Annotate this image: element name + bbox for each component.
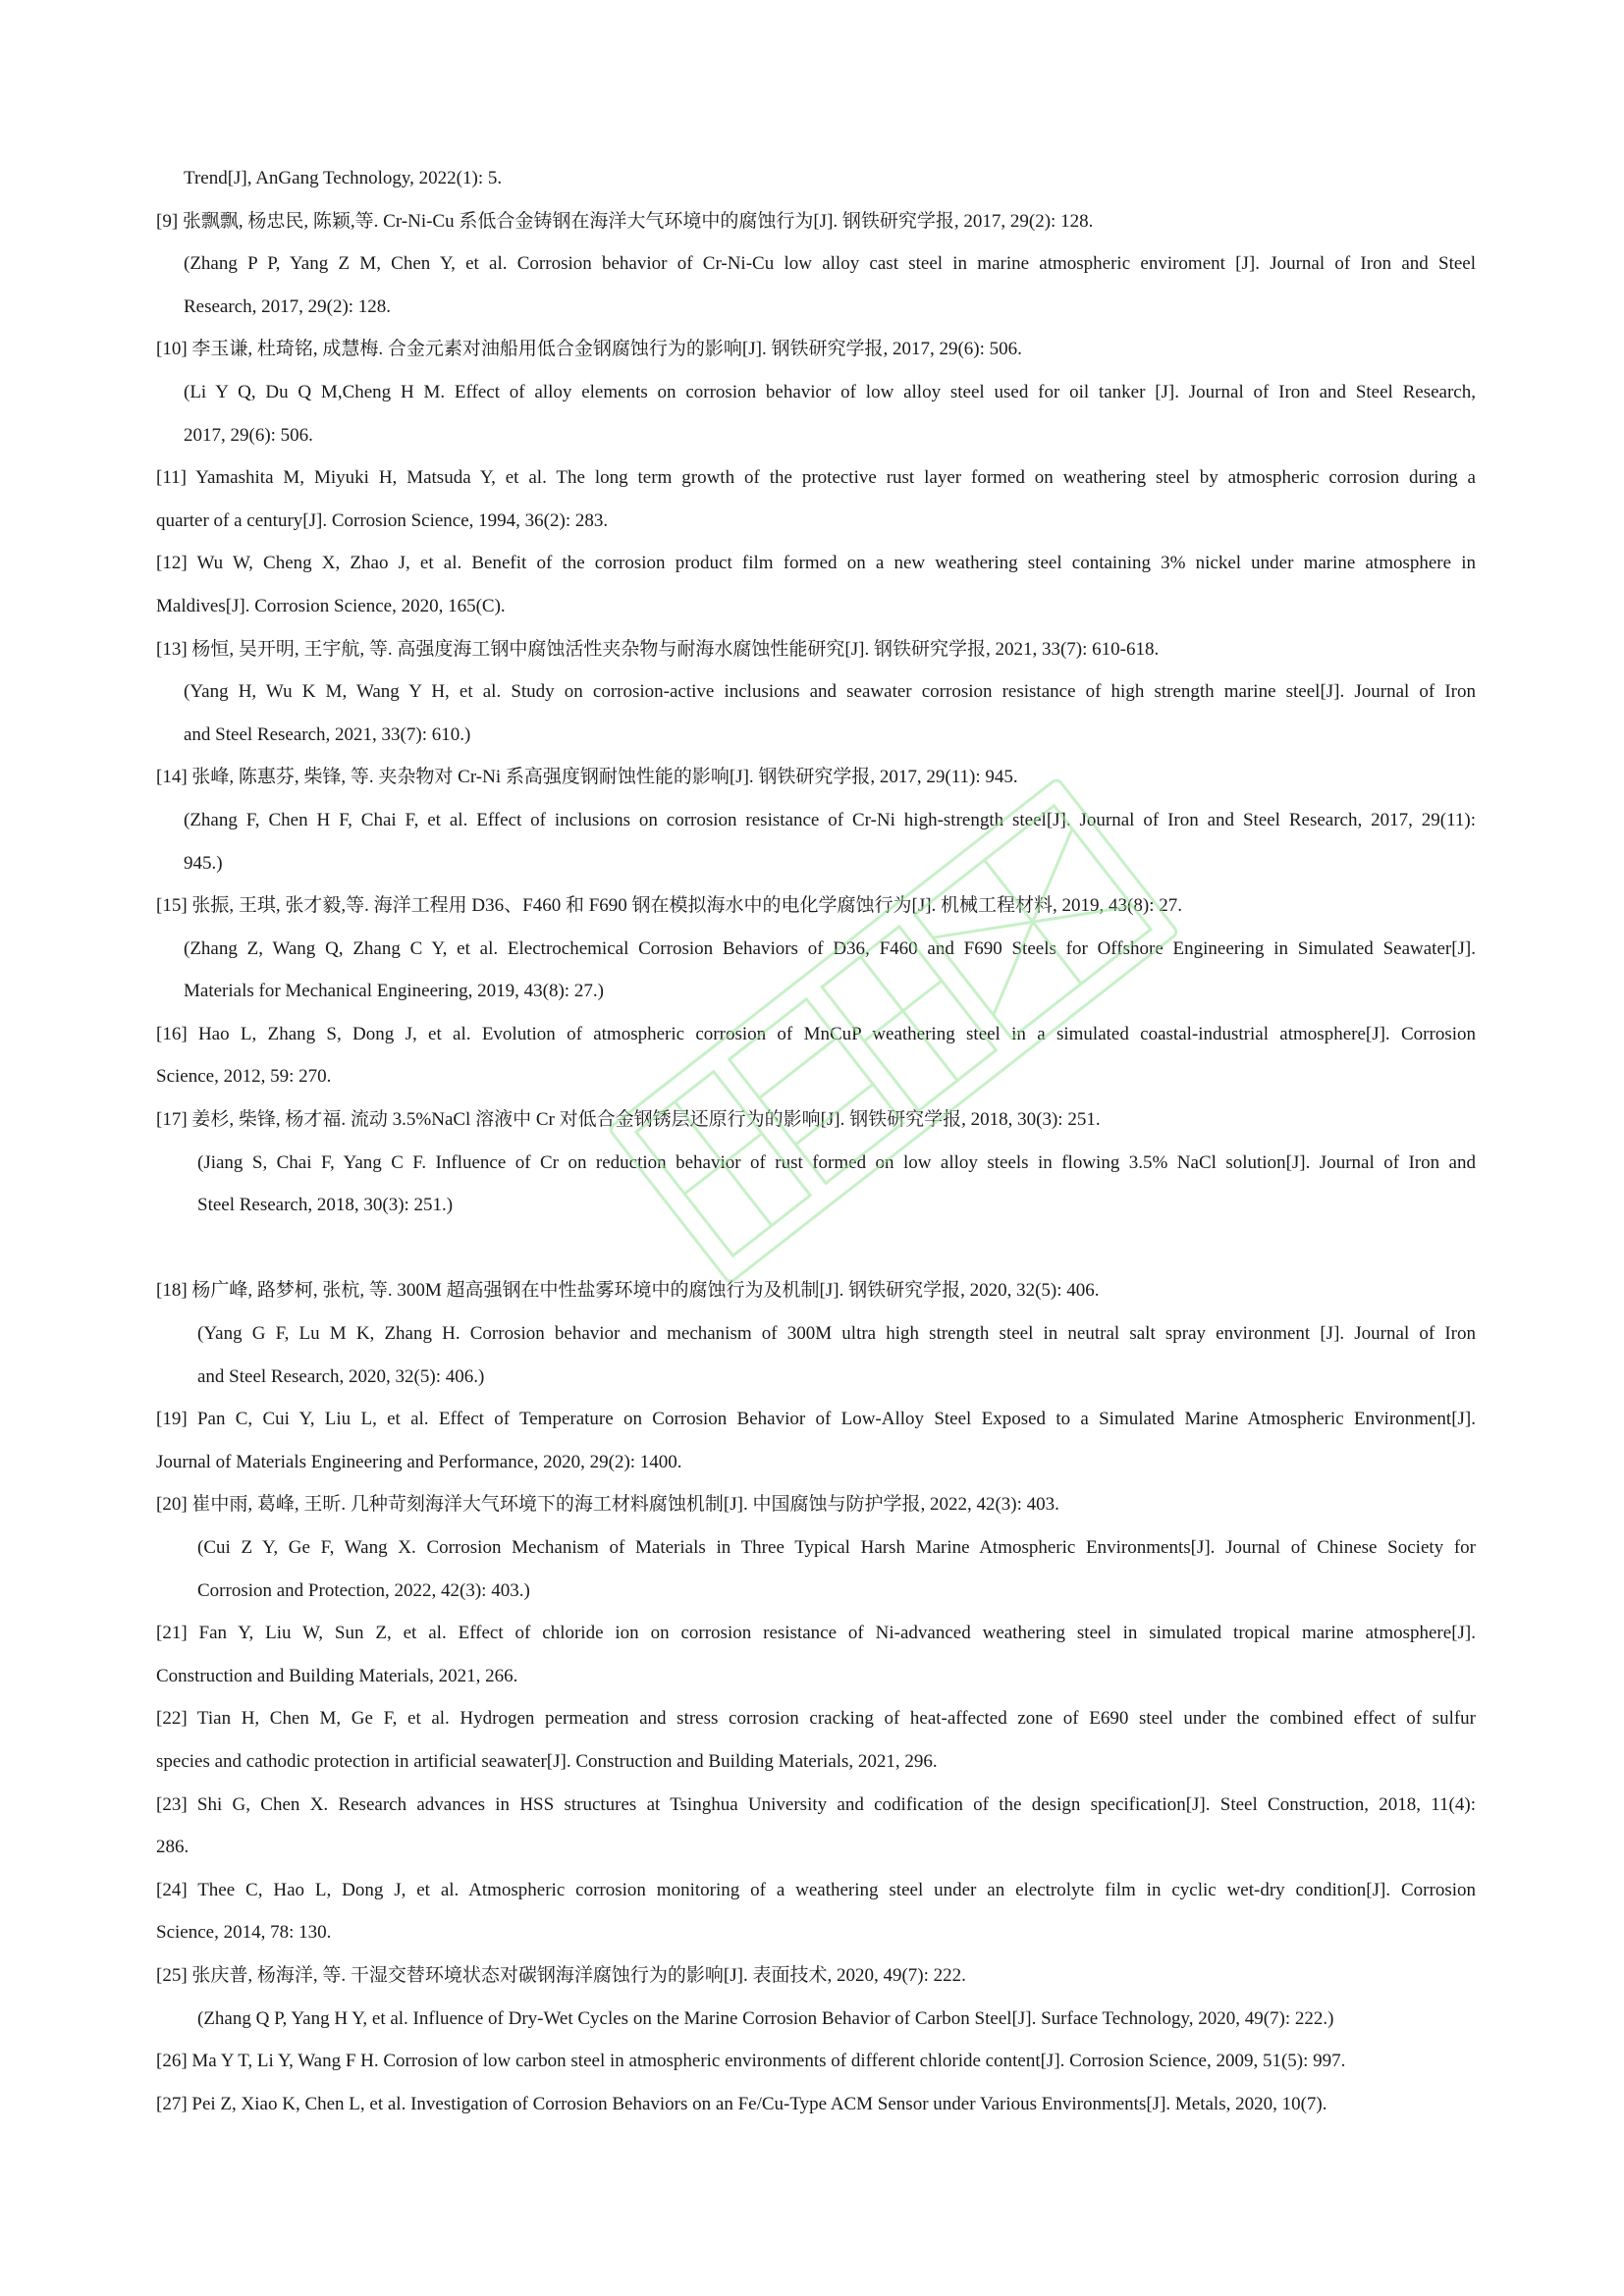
reference-translation-line: (Zhang Z, Wang Q, Zhang C Y, et al. Electrochemical Corrosion Behaviors of D36, F460 and F690 Steels for Offshore Engineering in Simulated Seawater[J]. [184,937,1476,959]
reference-title-line: [14] 张峰, 陈惠芬, 柴锋, 等. 夹杂物对 Cr-Ni 系高强度钢耐蚀性能的影响[J]. 钢铁研究学报, 2017, 29(11): 945. [156,767,1018,788]
reference-translation-line: (Yang H, Wu K M, Wang Y H, et al. Study on corrosion-active inclusions and seawater corrosion resistance of high strength marine steel[J]. Journal of Iron [184,681,1476,703]
reference-translation-line: Steel Research, 2018, 30(3): 251.) [197,1195,454,1216]
reference-translation-line: (Li Y Q, Du Q M,Cheng H M. Effect of alloy elements on corrosion behavior of low alloy steel used for oil tanker [J]. Journal of Iron and Steel Research, [184,381,1476,402]
reference-line: 286. [156,1837,189,1858]
reference-translation-line: (Yang G F, Lu M K, Zhang H. Corrosion behavior and mechanism of 300M ultra high strength steel in neutral salt spray environment [J]. Journal of Iron [197,1323,1476,1345]
reference-title-line: [13] 杨恒, 吴开明, 王宇航, 等. 高强度海工钢中腐蚀活性夹杂物与耐海水腐蚀性能研究[J]. 钢铁研究学报, 2021, 33(7): 610-618. [156,638,1160,660]
reference-title-line: [10] 李玉谦, 杜琦铭, 成慧梅. 合金元素对油船用低合金钢腐蚀行为的影响[J]. 钢铁研究学报, 2017, 29(6): 506. [156,339,1022,360]
reference-line: [19] Pan C, Cui Y, Liu L, et al. Effect of Temperature on Corrosion Behavior of Low-Alloy Steel Exposed to a Simulated Marine Atmospheric Environment[J]. [156,1409,1476,1430]
reference-translation-line: Research, 2017, 29(2): 128. [184,295,392,317]
reference-line: [11] Yamashita M, Miyuki H, Matsuda Y, et al. The long term growth of the protective rust layer formed on weathering steel by atmospheric corrosion during a [156,467,1476,489]
reference-translation-line: and Steel Research, 2020, 32(5): 406.) [197,1365,485,1387]
reference-translation-line: Materials for Mechanical Engineering, 2019, 43(8): 27.) [184,981,604,1002]
reference-title-line: [25] 张庆普, 杨海洋, 等. 干湿交替环境状态对碳钢海洋腐蚀行为的影响[J]. 表面技术, 2020, 49(7): 222. [156,1964,966,1986]
reference-line: [21] Fan Y, Liu W, Sun Z, et al. Effect of chloride ion on corrosion resistance of Ni-advanced weathering steel in simulated tropical marine atmosphere[J]. [156,1623,1476,1644]
reference-title-line: [17] 姜杉, 柴锋, 杨才福. 流动 3.5%NaCl 溶液中 Cr 对低合金钢锈层还原行为的影响[J]. 钢铁研究学报, 2018, 30(3): 251. [156,1109,1101,1131]
reference-line: Trend[J], AnGang Technology, 2022(1): 5. [184,168,503,188]
reference-translation-line: (Jiang S, Chai F, Yang C F. Influence of Cr on reduction behavior of rust formed on low alloy steels in flowing 3.5% NaCl solution[J]. Journal of Iron and [197,1151,1476,1173]
reference-list [156,157,1476,2125]
reference-line: Construction and Building Materials, 2021, 266. [156,1665,518,1686]
reference-translation-line: 945.) [184,852,223,874]
reference-translation-line: (Zhang F, Chen H F, Chai F, et al. Effect of inclusions on corrosion resistance of Cr-Ni high-strength steel[J]. Journal of Iron and Steel Research, 2017, 29(11): [184,809,1476,830]
reference-line: [16] Hao L, Zhang S, Dong J, et al. Evolution of atmospheric corrosion of MnCuP weathering steel in a simulated coastal-industrial atmosphere[J]. Corrosion [156,1023,1476,1044]
reference-line: [22] Tian H, Chen M, Ge F, et al. Hydrogen permeation and stress corrosion cracking of heat-affected zone of E690 steel under the combined effect of sulfur [156,1708,1476,1730]
blank-gap [156,1227,1476,1270]
reference-translation-line: (Zhang P P, Yang Z M, Chen Y, et al. Corrosion behavior of Cr-Ni-Cu low alloy cast steel in marine atmospheric enviroment [J]. Journal of Iron and Steel [184,253,1476,275]
reference-translation-line: and Steel Research, 2021, 33(7): 610.) [184,723,471,745]
reference-title-line: [20] 崔中雨, 葛峰, 王昕. 几种苛刻海洋大气环境下的海工材料腐蚀机制[J]. 中国腐蚀与防护学报, 2022, 42(3): 403. [156,1494,1059,1516]
reference-line: [27] Pei Z, Xiao K, Chen L, et al. Investigation of Corrosion Behaviors on an Fe/Cu-Type ACM Sensor under Various Environments[J]. Metals, 2020, 10(7). [156,2093,1327,2114]
reference-translation-line: (Cui Z Y, Ge F, Wang X. Corrosion Mechanism of Materials in Three Typical Harsh Marine Atmospheric Environments[J]. Journal of Chinese Society for [197,1537,1476,1558]
reference-line: [26] Ma Y T, Li Y, Wang F H. Corrosion of low carbon steel in atmospheric environments of different chloride content[J]. Corrosion Science, 2009, 51(5): 997. [156,2051,1346,2072]
reference-line: Journal of Materials Engineering and Performance, 2020, 29(2): 1400. [156,1451,682,1472]
reference-title-line: [18] 杨广峰, 路梦柯, 张杭, 等. 300M 超高强钢在中性盐雾环境中的腐蚀行为及机制[J]. 钢铁研究学报, 2020, 32(5): 406. [156,1280,1100,1302]
reference-translation-line: Corrosion and Protection, 2022, 42(3): 403.) [197,1579,530,1601]
reference-line: [23] Shi G, Chen X. Research advances in HSS structures at Tsinghua University and codification of the design specification[J]. Steel Construction, 2018, 11(4): [156,1793,1476,1815]
reference-title-line: [15] 张振, 王琪, 张才毅,等. 海洋工程用 D36、F460 和 F690 钢在模拟海水中的电化学腐蚀行为[J]. 机械工程材料, 2019, 43(8): 27. [156,895,1182,917]
reference-line: species and cathodic protection in artificial seawater[J]. Construction and Building Materials, 2021, 296. [156,1750,938,1772]
reference-title-line: [9] 张飘飘, 杨忠民, 陈颖,等. Cr-Ni-Cu 系低合金铸钢在海洋大气环境中的腐蚀行为[J]. 钢铁研究学报, 2017, 29(2): 128. [156,210,1094,232]
reference-line: quarter of a century[J]. Corrosion Science, 1994, 36(2): 283. [156,509,609,531]
reference-translation-line: (Zhang Q P, Yang H Y, et al. Influence of Dry-Wet Cycles on the Marine Corrosion Behavior of Carbon Steel[J]. Surface Technology, 2020, 49(7): 222.) [197,2007,1334,2029]
reference-line: [24] Thee C, Hao L, Dong J, et al. Atmospheric corrosion monitoring of a weathering steel under an electrolyte film in cyclic wet-dry condition[J]. Corrosion [156,1879,1476,1900]
reference-line: Maldives[J]. Corrosion Science, 2020, 165(C). [156,595,506,616]
reference-line: Science, 2014, 78: 130. [156,1922,332,1944]
reference-line: Science, 2012, 59: 270. [156,1066,332,1088]
reference-line: [12] Wu W, Cheng X, Zhao J, et al. Benefit of the corrosion product film formed on a new weathering steel containing 3% nickel under marine atmosphere in [156,553,1476,574]
reference-translation-line: 2017, 29(6): 506. [184,424,313,446]
